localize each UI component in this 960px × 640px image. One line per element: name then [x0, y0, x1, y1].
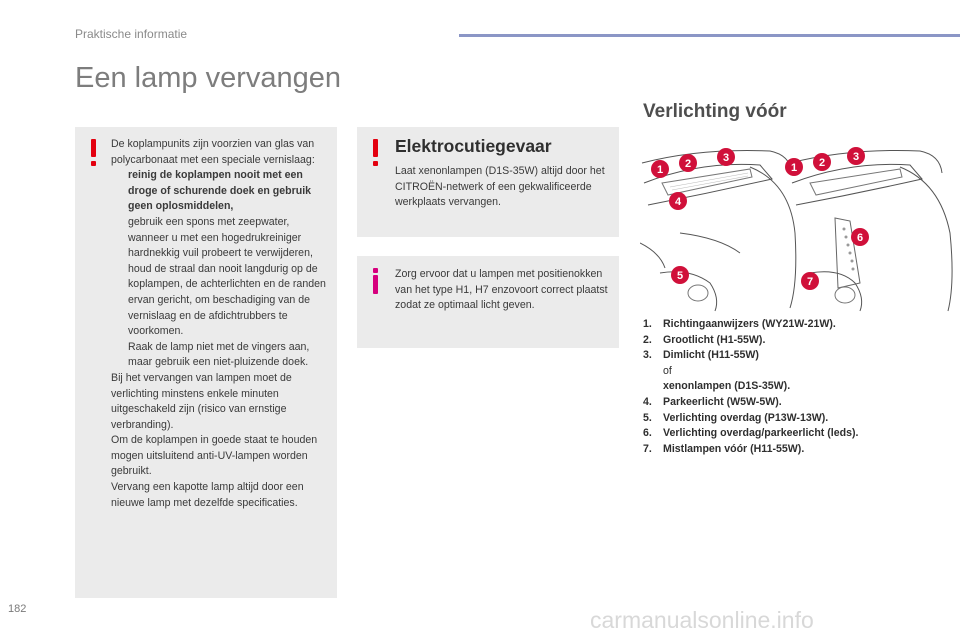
list-item	[643, 442, 943, 458]
burn-warning-text: Bij het vervangen van lampen moet de verlichting minstens enkele minuten uitgeschakeld zijn (risico van ernstige verbranding).	[111, 371, 292, 431]
marker-left-3	[717, 148, 735, 166]
watermark: carmanualsonline.info	[590, 607, 814, 633]
anti-uv-text: Om de koplampen in goede staat te houden mogen uitsluitend anti-UV-lampen worden gebruikt.	[111, 434, 318, 478]
info-text: Zorg ervoor dat u lampen met positienokken van het type H1, H7 enzovoort correct plaatst zodat ze optimaal licht geven.	[395, 268, 608, 312]
legend-number: 6.	[643, 427, 652, 440]
svg-text:3: 3	[722, 152, 730, 164]
svg-text:1: 1	[790, 162, 798, 174]
legend-alt-text: xenonlampen (D1S-35W).	[663, 380, 791, 393]
bullet-text: reinig de koplampen nooit met een droge of schurende doek en gebruik geen oplosmiddelen,	[128, 169, 312, 213]
marker-right-2	[813, 153, 831, 171]
svg-text:2: 2	[684, 158, 692, 170]
legend-text: Verlichting overdag/parkeerlicht (leds).	[663, 427, 859, 440]
svg-text:7: 7	[806, 276, 814, 288]
marker-right-1	[785, 158, 803, 176]
running-header: Praktische informatie	[75, 27, 188, 41]
legend-number: 7.	[643, 442, 652, 455]
warning-text: Laat xenonlampen (D1S-35W) altijd door het CITROËN-netwerk of een gekwalificeerde werkplaats vervangen.	[395, 165, 605, 209]
warning-icon	[371, 139, 381, 167]
svg-text:3: 3	[852, 151, 860, 163]
list-item	[111, 340, 329, 371]
marker-right-7	[801, 272, 819, 290]
legend-text: Richtingaanwijzers (WY21W-21W).	[663, 318, 836, 330]
list-item	[643, 411, 943, 427]
marker-left-5	[671, 266, 689, 284]
legend-number: 4.	[643, 395, 652, 408]
headlamp-diagram	[640, 143, 957, 313]
page-number: 182	[8, 603, 27, 615]
legend-text: Verlichting overdag (P13W-13W).	[663, 411, 829, 424]
svg-text:5: 5	[676, 270, 684, 282]
replace-text: Vervang een kapotte lamp altijd door een nieuwe lamp met dezelfde specificaties.	[111, 481, 304, 509]
page-title: Een lamp vervangen	[75, 62, 341, 94]
electrocution-warning-panel	[357, 127, 619, 237]
warning-icon	[89, 139, 99, 167]
marker-left-2	[679, 154, 697, 172]
legend-or: of	[663, 364, 672, 377]
list-item	[111, 215, 329, 231]
svg-text:4: 4	[674, 196, 682, 208]
section-title: Verlichting vóór	[643, 101, 787, 122]
info-icon	[371, 268, 381, 296]
legend-number: 2.	[643, 333, 652, 346]
bullet-text: gebruik een spons met zeepwater,	[128, 215, 290, 228]
care-intro: De koplampunits zijn voorzien van glas van polycarbonaat met een speciale vernislaag:	[111, 138, 315, 166]
list-item	[643, 317, 943, 333]
bullet-text: wanneer u met een hogedrukreiniger hardnekkig vuil probeert te verwijderen, houd de straal dan nooit langdurig op de koplampen, de achterlichten en de randen ervan gericht, om beschadiging van de vernislaag en de afdichtrubbers te voorkomen.	[128, 231, 326, 338]
marker-left-1	[651, 160, 669, 178]
header-accent-bar	[459, 34, 960, 37]
info-panel	[357, 256, 619, 348]
svg-text:2: 2	[818, 157, 826, 169]
lamp-legend	[643, 317, 943, 457]
legend-number: 5.	[643, 411, 652, 424]
legend-text: Dimlicht (H11-55W)	[663, 349, 759, 362]
svg-text:6: 6	[856, 232, 864, 244]
marker-right-6	[851, 228, 869, 246]
svg-text:1: 1	[656, 164, 664, 176]
list-item	[111, 231, 329, 340]
marker-left-4	[669, 192, 687, 210]
list-item	[111, 168, 329, 215]
bullet-text: Raak de lamp niet met de vingers aan, maar gebruik een niet-pluizende doek.	[128, 340, 310, 369]
list-item	[643, 395, 943, 411]
list-item	[643, 348, 943, 395]
legend-number: 3.	[643, 349, 652, 362]
list-item	[643, 333, 943, 349]
marker-right-3	[847, 147, 865, 165]
legend-text: Mistlampen vóór (H11-55W).	[663, 442, 805, 455]
warning-title: Elektrocutiegevaar	[395, 136, 552, 156]
legend-text: Parkeerlicht (W5W-5W).	[663, 395, 782, 408]
care-warning-panel	[75, 127, 337, 598]
list-item	[643, 426, 943, 442]
legend-number: 1.	[643, 318, 652, 330]
legend-text: Grootlicht (H1-55W).	[663, 333, 766, 346]
